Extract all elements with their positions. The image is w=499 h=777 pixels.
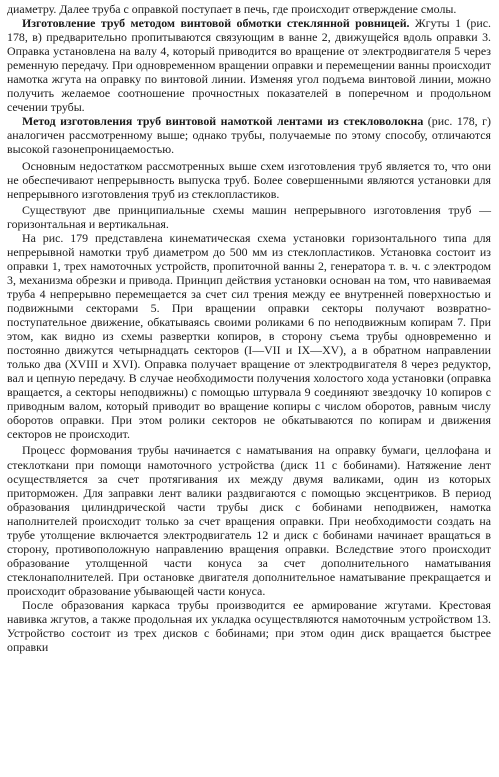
paragraph-3-text: (рис. 178, г) аналогичен рассмотренному выше; однако трубы, получаемые по этому способу, отличаются высокой газонепроницаемостью. bbox=[7, 114, 491, 157]
paragraph-4 bbox=[7, 159, 491, 201]
paragraph-2-text: Жгуты 1 (рис. 178, в) предварительно пропитываются связующим в ванне 2, движущейся вдоль оправки 3. Оправка установлена на валу 4, который приводится во вращение от электродвигателя 5 через ременную передачу. При одновременном вращении оправки и перемещении ванны происходит намотка жгута на оправку по винтовой линии. Изменяя угол подъема винтовой линии, можно получить желаемое соотношение прочностных показателей в поперечном и продольном сечении трубы. bbox=[7, 16, 491, 115]
paragraph-1-text: диаметру. Далее труба с оправкой поступает в печь, где происходит отверждение смолы. bbox=[7, 2, 457, 16]
paragraph-5 bbox=[7, 203, 491, 231]
paragraph-8-text: После образования каркаса трубы производится ее армирование жгутами. Крестовая навивка жгутов, а также продольная их укладка осуществляются намоточным устройством 13. Устройство состоит из трех дисков с бобинами; при этом один диск вращается быстрее оправки bbox=[7, 597, 491, 655]
paragraph-6 bbox=[7, 231, 491, 442]
paragraph-6-text: На рис. 179 представлена кинематическая схема установки горизонтального типа для непрерывной намотки труб диаметром до 500 мм из стеклопластиков. Установка состоит из оправки 1, трех намоточных устройств, пропиточной ванны 2, генератора т. в. ч. с электродом 3, механизма обрезки и привода. Принцип действия установки основан на том, что навиваемая труба 4 непрерывно перемещается за счет сил трения между ее внутренней поверхностью и подвижными секторами 5. При вращении оправки секторы получают возвратно-поступательное движение, обкатываясь своими роликами 6 по неподвижным копирам 7. При этом, как видно из схемы развертки копиров, в сторону съема трубы одновременно и постоянно движутся четырнадцать секторов (I—VII и IX—XV), а в обратном направлении только два (XVIII и XVI). Оправка получает вращение от электродвигателя 8 через редуктор, вал и цепную передачу. В случае необходимости получения холостого хода установки (оправка вращается, а секторы неподвижны) с помощью штурвала 9 соединяют звездочку 10 копиров с приводным валом, который приводит во вращение копиры с числом оборотов, равным числу оборотов оправки. При этом ролики секторов не обкатываются по копирам и движения секторов не происходит. bbox=[7, 230, 491, 442]
paragraph-4-text: Основным недостатком рассмотренных выше схем изготовления труб является то, что они не обеспечивают непрерывность выпуска труб. Более совершенными являются установки для непрерывного изготовления труб из стеклопластиков. bbox=[7, 158, 491, 201]
paragraph-1 bbox=[7, 2, 491, 16]
paragraph-7 bbox=[7, 443, 491, 598]
paragraph-5-text: Существуют две принципиальные схемы машин непрерывного изготовления труб — горизонтальная и вертикальная. bbox=[7, 202, 491, 231]
section-heading-roving-winding: Изготовление труб методом винтовой обмотки стеклянной ровницей. bbox=[22, 16, 410, 31]
section-heading-tape-winding: Метод изготовления труб винтовой намоткой лентами из стекловолокна bbox=[22, 114, 424, 129]
paragraph-8 bbox=[7, 598, 491, 654]
paragraph-7-text: Процесс формования трубы начинается с наматывания на оправку бумаги, целлофана и стеклоткани при помощи намоточного устройства (диск 11 с бобинами). Натяжение лент осуществляется за счет протягивания их между двумя валиками, один из которых приторможен. Для заправки лент валики раздвигаются с помощью эксцентриков. В период образования цилиндрической части трубы диск с бобинами неподвижен, намотка наполнителей происходит только за счет вращения оправки. При необходимости создать на трубе утолщение включается электродвигатель 12 и диск с бобинами начинает вращаться в сторону, противоположную направлению вращения оправки. Вследствие этого происходит образование утолщенной части конуса за счет дополнительного наматывания стеклонаполнителей. При остановке двигателя дополнительное наматывание прекращается и происходит образование убывающей части конуса. bbox=[7, 443, 491, 598]
paragraph-3 bbox=[7, 114, 491, 156]
paragraph-2 bbox=[7, 16, 491, 114]
